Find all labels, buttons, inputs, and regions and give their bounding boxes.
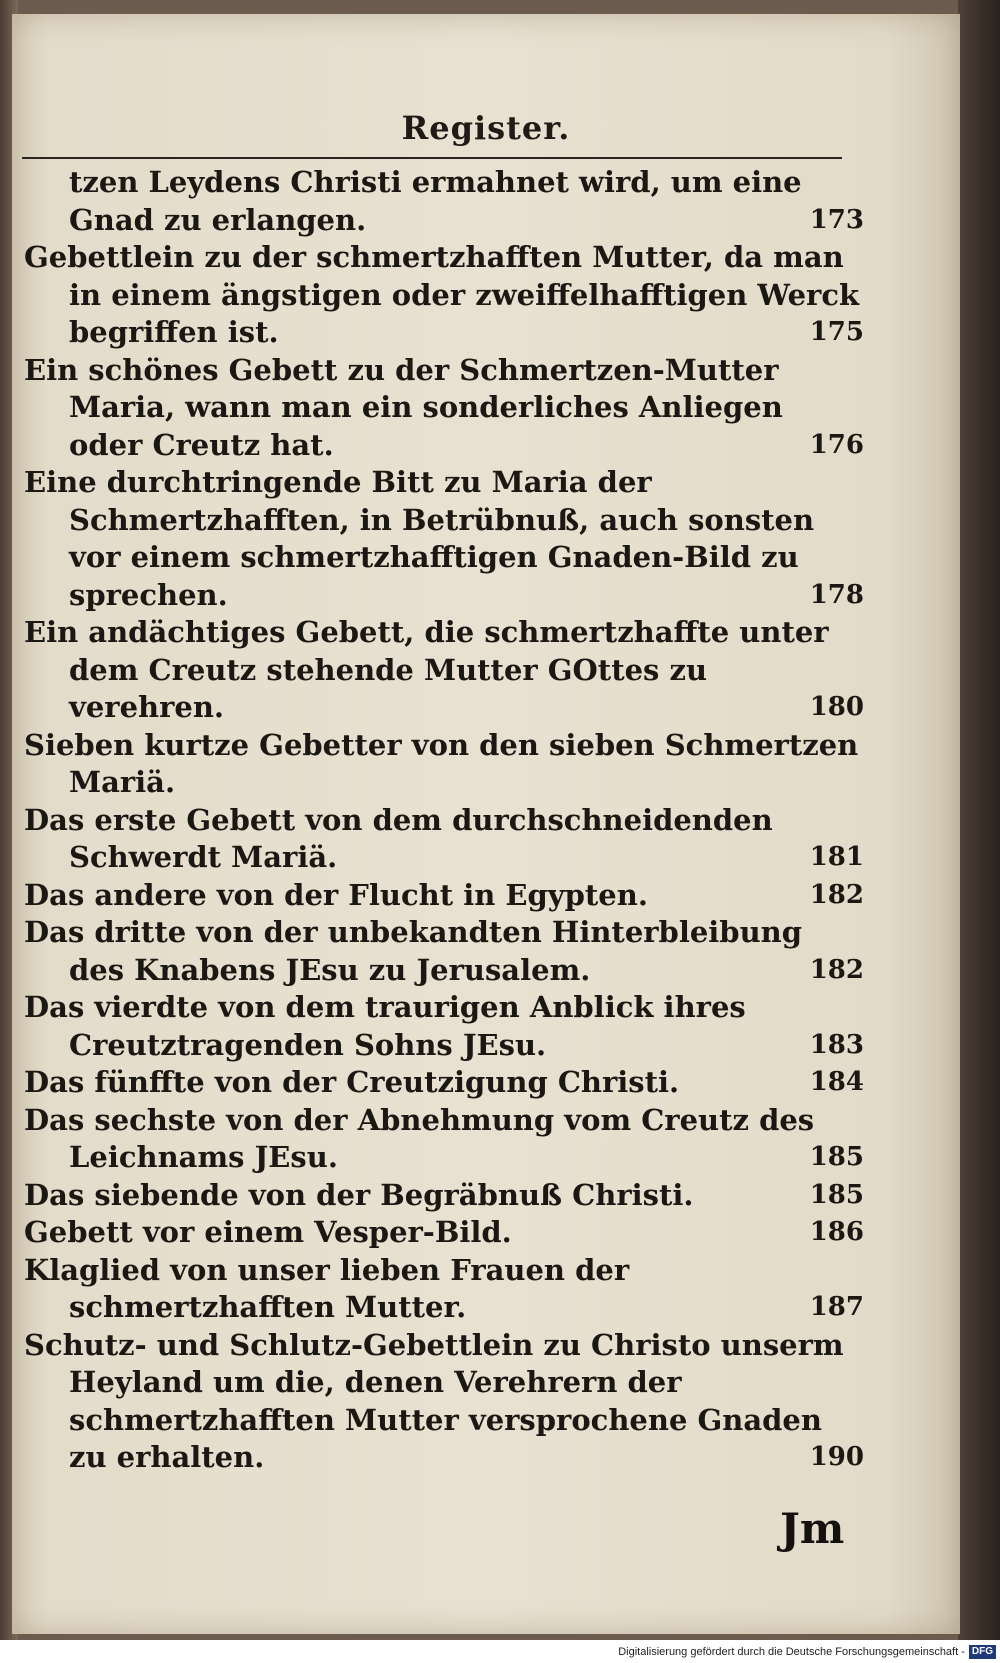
entry-page-number: 181 [809, 842, 864, 872]
entry-title: Eine durchtringende Bitt zu Maria der Schmertzhafften, in Betrübnuß, auch sonsten vor einem schmertzhafftigen Gnaden-Bild zu sprechen. [24, 465, 815, 612]
register-entry [24, 352, 864, 465]
entry-page-number: 180 [809, 692, 864, 722]
entry-page-number: 178 [809, 579, 864, 610]
entry-page-number: 190 [809, 1442, 864, 1472]
register-entry [24, 614, 864, 727]
book-page [12, 14, 960, 1634]
entry-page-number: 173 [809, 204, 864, 235]
register-entry [24, 464, 864, 614]
entry-page-number: 176 [809, 429, 864, 460]
entry-page-number: 185 [809, 1142, 864, 1172]
entry-title: Das andere von der Flucht in Egypten. [24, 877, 648, 912]
credit-text: Digitalisierung gefördert durch die Deutsche Forschungsgemeinschaft - [618, 1646, 965, 1658]
entry-page-number: 184 [809, 1067, 864, 1097]
register-entry [24, 989, 864, 1064]
entry-page-number: 186 [809, 1217, 864, 1247]
entry-title: Klaglied von unser lieben Frauen der schmertzhafften Mutter. [24, 1252, 630, 1324]
entry-title: Das dritte von der unbekandten Hinterbleibung des Knabens JEsu zu Jerusalem. [24, 915, 803, 987]
catchword: Jm [780, 1504, 845, 1553]
entry-page-number: 182 [809, 954, 864, 985]
entry-page-number: 182 [809, 879, 864, 910]
register-entry [24, 1102, 864, 1177]
digitization-credit [618, 1645, 996, 1659]
entry-title: Gebett vor einem Vesper-Bild. [24, 1215, 512, 1249]
register-entry [24, 727, 864, 802]
entry-title: Ein schönes Gebett zu der Schmertzen-Mutter Maria, wann man ein sonderliches Anliegen oder Creutz hat. [24, 352, 783, 462]
entry-title: Gebettlein zu der schmertzhafften Mutter, da man in einem ängstigen oder zweiffelhafftigen Werck begriffen ist. [24, 240, 860, 349]
register-entry [24, 239, 864, 352]
register-entry [24, 802, 864, 877]
entry-page-number: 185 [809, 1179, 864, 1210]
register-entry [24, 914, 864, 989]
entry-title: Das siebende von der Begräbnuß Christi. [24, 1177, 694, 1212]
register-entry [24, 1064, 864, 1102]
register-entry [24, 1177, 864, 1215]
running-head: Register. [401, 109, 571, 147]
entry-title: Das sechste von der Abnehmung vom Creutz des Leichnams JEsu. [24, 1102, 815, 1174]
entry-page-number: 175 [809, 317, 864, 347]
entry-title: Sieben kurtze Gebetter von den sieben Schmertzen Mariä. [24, 727, 859, 799]
entry-title: Das fünffte von der Creutzigung Christi. [24, 1065, 680, 1099]
entry-page-number: 183 [809, 1029, 864, 1060]
entry-title: Das erste Gebett von dem durchschneidenden Schwerdt Mariä. [24, 802, 773, 874]
entry-title: tzen Leydens Christi ermahnet wird, um eine Gnad zu erlangen. [69, 165, 802, 237]
register-entry [24, 1252, 864, 1327]
register-entry [24, 877, 864, 915]
entry-title: Ein andächtiges Gebett, die schmertzhaffte unter dem Creutz stehende Mutter GOttes zu verehren. [24, 615, 829, 724]
register-entry [24, 1214, 864, 1252]
dfg-logo: DFG [969, 1645, 996, 1659]
book-edge [958, 0, 1000, 1640]
header-rule [22, 157, 842, 159]
entry-title: Das vierdte von dem traurigen Anblick ihres Creutztragenden Sohns JEsu. [24, 990, 746, 1062]
register-entry [24, 164, 864, 239]
entry-page-number: 187 [809, 1292, 864, 1322]
entry-title: Schutz- und Schlutz-Gebettlein zu Christo unserm Heyland um die, denen Verehrern der schmertzhafften Mutter versprochene Gnaden zu erhalten. [24, 1327, 844, 1474]
register-entry [24, 1327, 864, 1477]
register-list [24, 164, 864, 1477]
